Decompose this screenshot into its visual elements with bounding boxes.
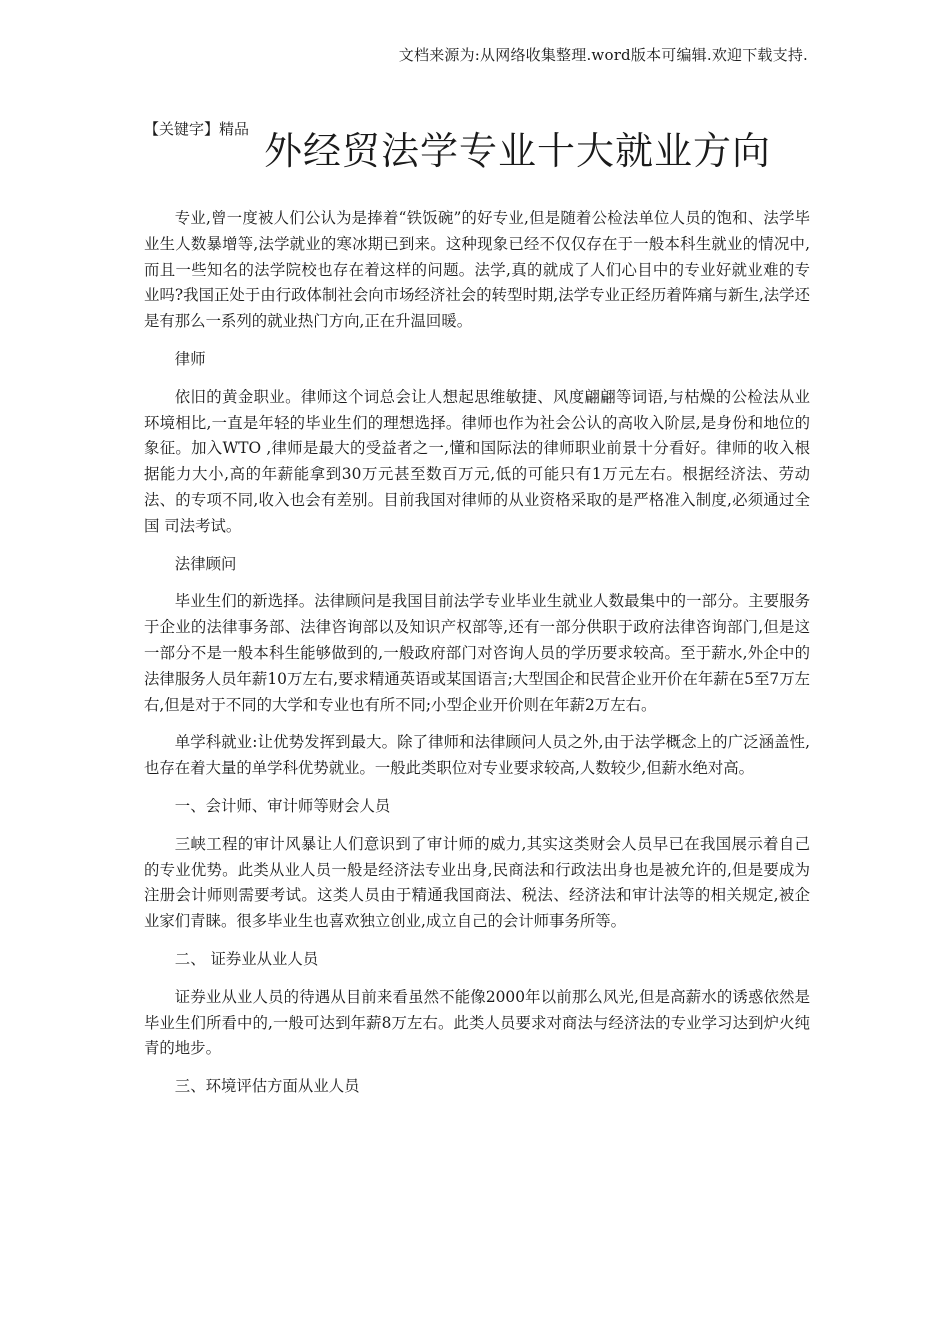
intro-paragraph: 专业,曾一度被人们公认为是捧着“铁饭碗”的好专业,但是随着公检法单位人员的饱和、法学毕业生人数暴增等,法学就业的寒冰期已到来。这种现象已经不仅仅存在于一般本科生就业的情况中,而且一些知名的法学院校也存在着这样的问题。法学,真的就成了人们心目中的专业好就业难的专业吗?我国正处于由行政体制社会向市场经济社会的转型时期,法学专业正经历着阵痛与新生,法学还是有那么一系列的就业热门方向,正在升温回暖。 [144, 209, 810, 331]
securities-paragraph: 证券业从业人员的待遇从目前来看虽然不能像2000年以前那么风光,但是高薪水的诱惑依然是毕业生们所看中的,一般可达到年薪8万左右。此类人员要求对商法与经济法的专业学习达到炉火纯青的地步。 [144, 987, 810, 1058]
accountant-paragraph: 三峡工程的审计风暴让人们意识到了审计师的威力,其实这类财会人员早已在我国展示着自己的专业优势。此类从业人员一般是经济法专业出身,民商法和行政法出身也是被允许的,但是要成为注册会计师则需要考试。这类人员由于精通我国商法、税法、经济法和审计法等的相关规定,被企业家们青睐。很多毕业生也喜欢独立创业,成立自己的会计师事务所等。 [144, 834, 810, 931]
source-note: 文档来源为:从网络收集整理.word版本可编辑.欢迎下载支持. [398, 46, 808, 64]
section-heading-legal-advisor: 法律顾问 [174, 554, 237, 573]
section-heading-securities: 二、 证券业从业人员 [174, 949, 319, 968]
keyword-tag: 【关键字】精品 [144, 120, 250, 138]
section-heading-environment: 三、环境评估方面从业人员 [174, 1077, 360, 1096]
lawyer-paragraph: 依旧的黄金职业。律师这个词总会让人想起思维敏捷、风度翩翩等词语,与枯燥的公检法从业环境相比,一直是年轻的毕业生们的理想选择。律师也作为社会公认的高收入阶层,是身份和地位的象征。加入WTO ,律师是最大的受益者之一,懂和国际法的律师职业前景十分看好。律师的收入根据能力大小,高的年薪能拿到30万元甚至数百万元,低的可能只有1万元左右。根据经济法、劳动法、的专项不同,收入也会有差别。目前我国对律师的从业资格采取的是严格准入制度,必须通过全国 司法考试。 [144, 387, 810, 535]
section-heading-lawyer: 律师 [174, 349, 206, 368]
single-discipline-paragraph: 单学科就业:让优势发挥到最大。除了律师和法律顾问人员之外,由于法学概念上的广泛涵盖性,也存在着大量的单学科优势就业。一般此类职位对专业要求较高,人数较少,但薪水绝对高。 [144, 733, 810, 778]
legal-advisor-paragraph: 毕业生们的新选择。法律顾问是我国目前法学专业毕业生就业人数最集中的一部分。主要服务于企业的法律事务部、法律咨询部以及知识产权部等,还有一部分供职于政府法律咨询部门,但是这一部分不是一般本科生能够做到的,一般政府部门对咨询人员的学历要求较高。至于薪水,外企中的法律服务人员年薪10万左右,要求精通英语或某国语言;大型国企和民营企业开价在年薪在5至7万左右,但是对于不同的大学和专业也有所不同;小型企业开价则在年薪2万左右。 [144, 592, 810, 714]
document-body [144, 206, 810, 1112]
section-heading-accountant: 一、会计师、审计师等财会人员 [174, 796, 391, 815]
page-title: 外经贸法学专业十大就业方向 [264, 129, 772, 173]
